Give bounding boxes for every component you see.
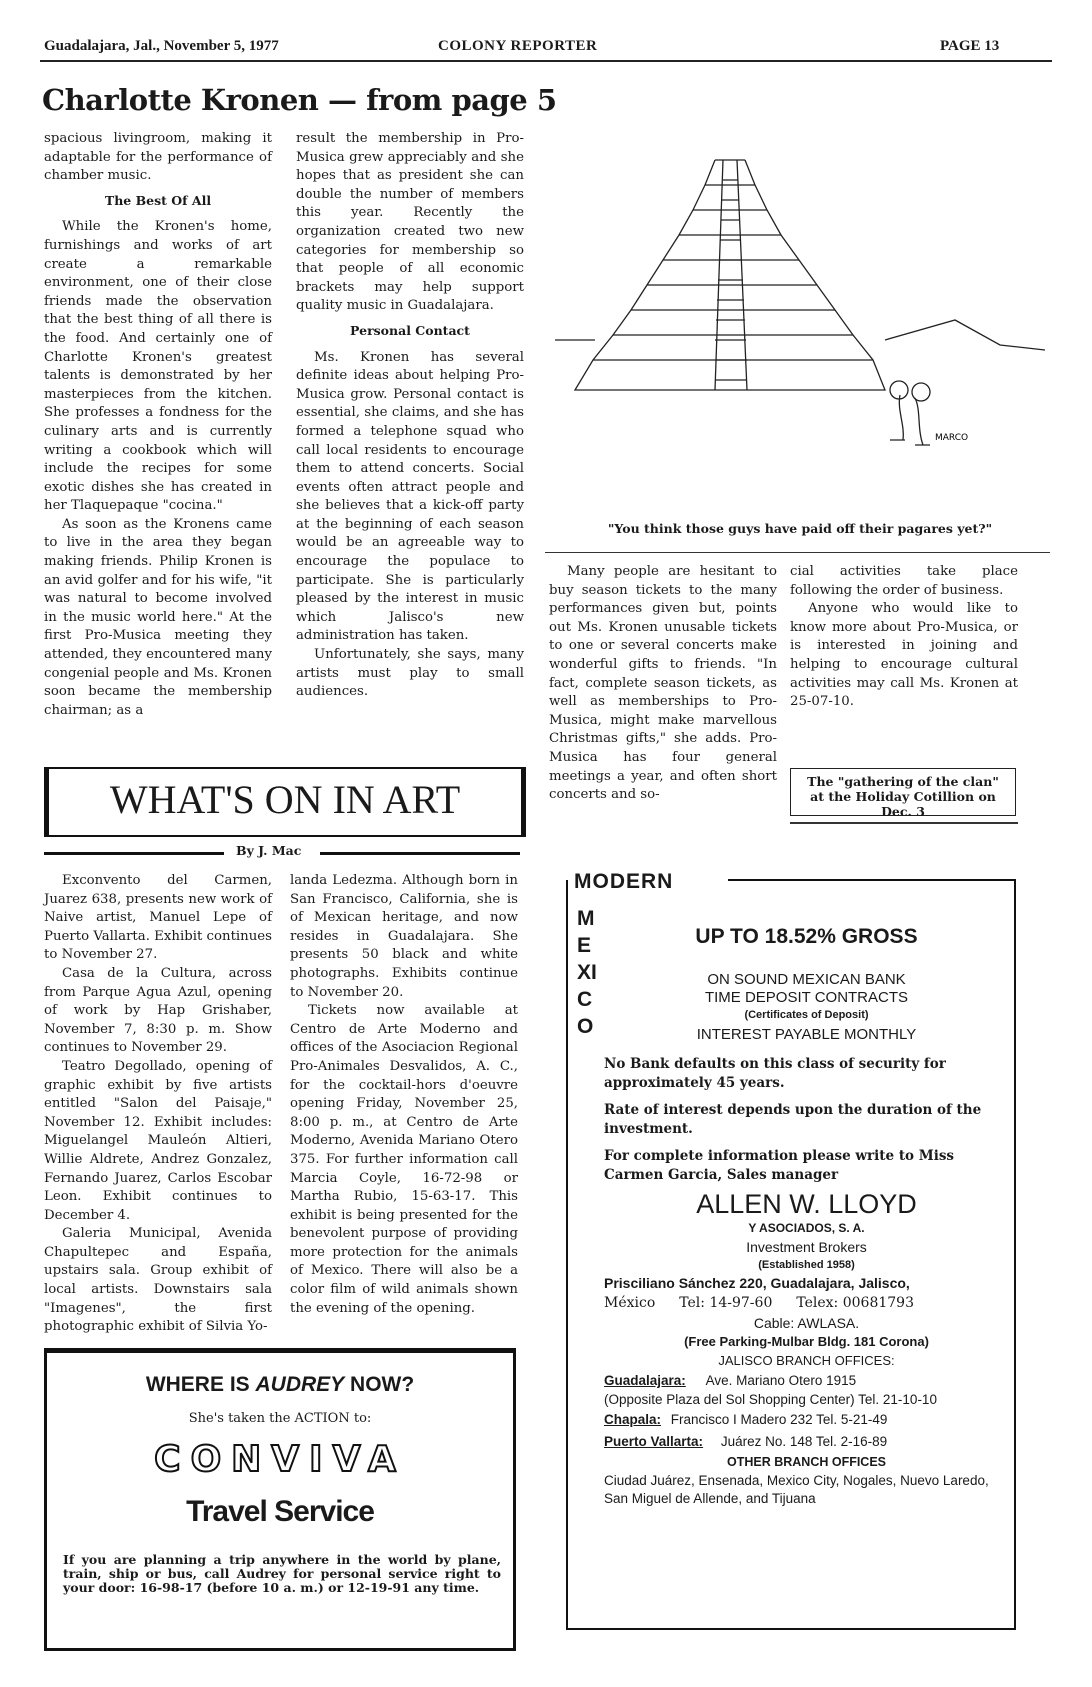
travel-service: Travel Service (186, 1495, 374, 1528)
subheading: Personal Contact (350, 322, 470, 338)
byline-rule-right (320, 852, 520, 855)
paragraph: As soon as the Kronens came to live in the area they began making friends. Philip Kronen is an avid golfer and for his wife, "it was natural to become involved in the music world here." At the first Pro-Musica meeting they attended, they encountered many congenial people and Ms. Kronen soon became the membership chairman; as a (44, 516, 272, 718)
pyramid-cartoon (555, 140, 1045, 500)
art-byline: By J. Mac (236, 843, 302, 858)
cartoon-caption: "You think those guys have paid off their pagares yet?" (607, 521, 993, 536)
ad-contact-row (604, 1293, 1009, 1313)
masthead: COLONY REPORTER (438, 38, 598, 54)
ad-p1: No Bank defaults on this class of security for approximately 45 years. (604, 1056, 946, 1091)
paragraph: Anyone who would like to know more about Pro-Musica, or is interested in joining and helping to encourage cultural activities may call Ms. Kronen at 25-07-10. (790, 601, 1018, 710)
audrey-title-pre: WHERE IS (145, 1373, 250, 1396)
ad-p3: For complete information please write to Miss Carmen Garcia, Sales manager (604, 1148, 955, 1183)
paragraph: While the Kronen's home, furnishings and works of art create a remarkable environment, one of their close friends made the observation that the best thing of all there is the food. And certainly one of Charlotte Kronen's greatest talents is demonstrated by her masterpieces from the kitchen. She professes a fondness for the culinary arts and is currently writing a cookbook which will include the recipes for some exotic dishes she has created in her Tlaquepaque "cocina." (44, 219, 272, 514)
kronen-column-2 (296, 130, 524, 702)
ad-branch-head: JALISCO BRANCH OFFICES: (718, 1353, 895, 1368)
ad-branch-pv (604, 1431, 1009, 1453)
paragraph: Unfortunately, she says, many artists must play to small audiences. (296, 647, 524, 700)
audrey-sub: She's taken the ACTION to: (188, 1411, 372, 1426)
ad-parking: (Free Parking-Mulbar Bldg. 181 Corona) (684, 1334, 929, 1349)
audrey-title-name: AUDREY (255, 1373, 345, 1396)
ad-chapala-text: Francisco I Madero 232 Tel. 5-21-49 (670, 1412, 888, 1427)
ad-chapala-label: Chapala: (604, 1412, 662, 1427)
ad-content (604, 925, 1009, 1508)
kronen-column-4 (790, 563, 1018, 712)
ad-address: Prisciliano Sánchez 220, Guadalajara, Jalisco, (604, 1275, 910, 1291)
ad-p2: Rate of interest depends upon the duration of the investment. (604, 1102, 982, 1137)
audrey-ad (44, 1348, 516, 1651)
ad-tel: Tel: 14-97-60 (679, 1295, 773, 1311)
ad-brand-side: MEXICO (577, 907, 597, 1038)
pyramid-drawing (555, 160, 1045, 445)
audrey-title-post: NOW? (350, 1373, 415, 1396)
paragraph: Teatro Degollado, opening of graphic exhibit by five artists entitled "Salon del Paisaje," November 12. Exhibit includes: Miguelangel Mauleón Altieri, Willie Aldrete, Andrez Gonzalez, Fernando Juarez, Carlos Escobar Leon. Exhibit continues to December 4. (44, 1058, 272, 1223)
cartoon-signature: MARCO (935, 433, 969, 443)
header-rule (40, 60, 1052, 62)
paragraph: Galeria Municipal, Avenida Chapultepec and España, upstairs sala. Group exhibit of local artists. Downstairs sala "Imagenes", the first photographic exhibit of Silvia Yo- (44, 1226, 272, 1335)
ad-branch-gdl (604, 1371, 1009, 1390)
art-title-box (44, 767, 526, 837)
ad-pv-text: Juárez No. 148 Tel. 2-16-89 (720, 1434, 888, 1449)
ad-top-rule (728, 879, 1016, 881)
byline-rule-left (44, 852, 224, 855)
ad-line3: (Certificates of Deposit) (744, 1009, 869, 1021)
paragraph: Casa de la Cultura, across from Parque Agua Azul, opening of work by Hap Grishaber, November 7, 8:30 p. m. Show continues to November 29. (44, 965, 272, 1056)
ad-other-head: OTHER BRANCH OFFICES (726, 1455, 887, 1469)
cotillion-text: The "gathering of the clan" at the Holiday Cotillion on Dec. 3 (807, 774, 999, 819)
art-column-2 (290, 872, 518, 1318)
subheading: The Best Of All (104, 192, 212, 208)
ad-line4: INTEREST PAYABLE MONTHLY (696, 1026, 917, 1043)
cotillion-box (790, 768, 1016, 819)
ad-line1: ON SOUND MEXICAN BANK (707, 971, 906, 988)
ad-company: ALLEN W. LLOYD (696, 1189, 917, 1219)
kronen-column-3 (549, 563, 777, 805)
ad-brand-top: MODERN (574, 870, 674, 893)
ad-brokers: Investment Brokers (746, 1239, 867, 1255)
paragraph: result the membership in Pro-Musica grew appreciably and she hopes that as president she can double the number of members this year. Recently the organization created two new categories for membership so that people of all economic brackets may help support quality music in Guadalajara. (296, 131, 524, 314)
ad-gdl-label: Guadalajara: (604, 1373, 686, 1388)
ad-cable: Cable: AWLASA. (753, 1315, 860, 1331)
paragraph: spacious livingroom, making it adaptable for the performance of chamber music. (44, 131, 272, 184)
audrey-title (47, 1373, 513, 1397)
art-title: WHAT'S ON IN ART (109, 777, 461, 822)
ad-pv-label: Puerto Vallarta: (604, 1434, 704, 1449)
ad-line2: TIME DEPOSIT CONTRACTS (704, 989, 909, 1006)
kronen-column-1 (44, 130, 272, 720)
cotillion-rule (790, 822, 1018, 824)
ad-gdl-text: Ave. Mariano Otero 1915 (705, 1373, 857, 1388)
dateline: Guadalajara, Jal., November 5, 1977 (44, 38, 279, 54)
ad-company-sub: Y ASOCIADOS, S. A. (748, 1221, 865, 1235)
paragraph: landa Ledezma. Although born in San Francisco, California, she is of Mexican heritage, and now resides in Guadalajara. She presents 50 black and white photographs. Exhibits continue to November 20. (290, 873, 518, 1000)
ad-telex: Telex: 00681793 (796, 1295, 914, 1311)
caption-rule (545, 552, 1050, 553)
paragraph: Exconvento del Carmen, Juarez 638, presents new work of Naive artist, Manuel Lepe of Puerto Vallarta. Exhibit continues to November 27. (44, 873, 272, 963)
art-column-1 (44, 872, 272, 1337)
paragraph: Tickets now available at Centro de Arte Moderno and offices of the Asociacion Regional Pro-Animales Desvalidos, A. C., for the cocktail-hors d'oeuvre opening Friday, November 25, 8:00 p. m., at Centro de Arte Moderno, Avenida Mariano Otero 375. For further information call Marcia Coyle, 16-72-98 or Martha Rubio, 15-63-17. This exhibit is being presented for the benevolent purpose of providing more protection for the animals of Mexico. There will also be a color film of wild animals shown the evening of the opening. (290, 1003, 518, 1316)
page-number: PAGE 13 (940, 38, 1000, 54)
ad-branch-chapala (604, 1409, 1009, 1431)
ad-gdl-text2: (Opposite Plaza del Sol Shopping Center) Tel. 21-10-10 (604, 1392, 937, 1407)
ad-established: (Established 1958) (758, 1259, 855, 1271)
paragraph: cial activities take place following the order of business. (790, 564, 1018, 598)
ad-headline: UP TO 18.52% GROSS (695, 925, 918, 948)
conviva-logo: CONVIVA (154, 1439, 406, 1480)
paragraph: Many people are hesitant to buy season tickets to the many performances given but, points out Ms. Kronen unusable tickets to one or several concerts make wonderful gifts to friends. "In fact, complete season tickets, as well as memberships to Pro-Musica, might make marvellous Christmas gifts," she adds. Pro-Musica has four general meetings a year, and often short concerts and so- (549, 564, 777, 803)
audrey-body: If you are planning a trip anywhere in the world by plane, train, ship or bus, call Audrey for personal service right to your door: 16-98-17 (before 10 a. m.) or 12-19-91 any time. (63, 1552, 501, 1595)
ad-other-text: Ciudad Juárez, Ensenada, Mexico City, Nogales, Nuevo Laredo, San Miguel de Allende, and Tijuana (604, 1473, 989, 1506)
paragraph: Ms. Kronen has several definite ideas about helping Pro-Musica grow. Personal contact is essential, she claims, and she has formed a telephone squad who call local residents to encourage them to attend concerts. Social events often attract people and she believes that a kick-off party at the beginning of each season would be an agreeable way to encourage the populace to participate. She is particularly pleased by the interest in music which Jalisco's new administration has taken. (296, 349, 524, 644)
ad-mexico: México (604, 1295, 656, 1311)
article-headline: Charlotte Kronen — from page 5 (42, 83, 557, 117)
